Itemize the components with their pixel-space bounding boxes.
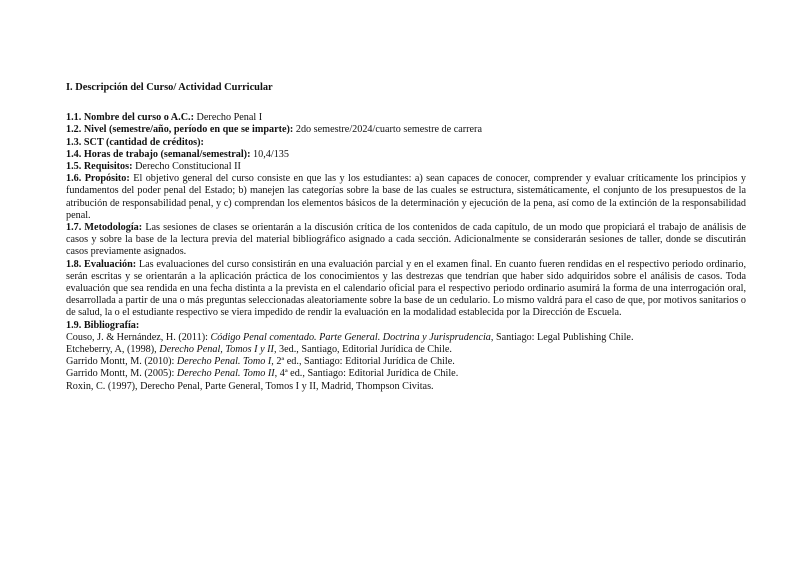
entry-authors: Garrido Montt, M. (2010): [66, 356, 177, 368]
entry-publisher: , 4ª ed., Santiago: Editorial Jurídica de Chile. [274, 368, 459, 380]
field-hours [66, 149, 746, 161]
field-level [66, 124, 746, 136]
field-label: 1.4. Horas de trabajo (semanal/semestral): [66, 148, 251, 160]
entry-publisher: , 3ed., Santiago, Editorial Jurídica de Chile. [273, 344, 452, 356]
entry-authors: Garrido Montt, M. (2005): [66, 368, 177, 380]
purpose-paragraph [66, 173, 746, 222]
entry-publisher: , Santiago: Legal Publishing Chile. [490, 331, 634, 343]
entry-title: Código Penal comentado. Parte General. Doctrina y Jurisprudencia [210, 331, 491, 343]
purpose-label: 1.6. Propósito: [66, 173, 130, 185]
bibliography-entry [66, 381, 746, 393]
field-label: 1.3. SCT (cantidad de créditos): [66, 136, 204, 148]
bibliography-entry [66, 356, 746, 368]
field-value: 10,4/135 [253, 148, 289, 160]
evaluation-paragraph [66, 259, 746, 320]
field-label: 1.2. Nivel (semestre/año, período en que se imparte): [66, 124, 294, 136]
field-value: Derecho Constitucional II [135, 161, 241, 173]
section-heading: I. Descripción del Curso/ Actividad Curricular [66, 82, 273, 93]
methodology-paragraph [66, 222, 746, 259]
document-content [66, 82, 746, 393]
methodology-label: 1.7. Metodología: [66, 222, 143, 234]
methodology-text: Las sesiones de clases se orientarán a la discusión crítica de los contenidos de cada capítulo, de un modo que propiciará el trabajo de análisis de casos y sobre la base de la lectura previa del material bibliográfico asignado a cada sección. Adicionalmente se considerarán sesiones de taller, donde se discutirán casos previamente asignados. [66, 222, 747, 258]
entry-title: Derecho Penal. Tomo I [176, 356, 272, 368]
entry-authors: Couso, J. & Hernández, H. (2011): [66, 331, 211, 343]
field-requirements [66, 161, 746, 173]
field-label: 1.5. Requisitos: [66, 161, 133, 173]
entry-title: Derecho Penal. Tomo II [176, 368, 275, 380]
entry-authors: Roxin, C. (1997), Derecho Penal, Parte General, Tomos I y II, Madrid, Thompson Civitas. [66, 380, 434, 392]
field-value: 2do semestre/2024/cuarto semestre de carrera [295, 124, 482, 136]
bibliography-entry [66, 332, 746, 344]
bibliography-entry [66, 344, 746, 356]
field-course-name [66, 112, 746, 124]
evaluation-label: 1.8. Evaluación: [66, 258, 137, 270]
bibliography-label: 1.9. Bibliografía: [66, 319, 140, 331]
entry-authors: Etcheberry, A, (1998), [66, 344, 160, 356]
field-sct [66, 137, 746, 149]
entry-title: Derecho Penal, Tomos I y II [159, 344, 274, 356]
field-label: 1.1. Nombre del curso o A.C.: [66, 112, 194, 124]
bibliography-entry [66, 368, 746, 380]
field-value: Derecho Penal I [196, 112, 263, 124]
entry-publisher: , 2ª ed., Santiago: Editorial Jurídica de Chile. [271, 356, 455, 368]
evaluation-text: Las evaluaciones del curso consistirán en una evaluación parcial y en el examen final. En cuanto fueren rendidas en el respectivo periodo ordinario, serán escritas y se orientarán a la aplicación práctica de los conocimientos y las destrezas que tendrían que haber sido adquiridos sobre el análisis de casos. Toda evaluación que sea rendida en una fecha distinta a la prevista en el calendario oficial para el respectivo periodo ordinario asumirá la forma de una interrogación oral, desarrollada a partir de una o más preguntas seleccionadas aleatoriamente sobre la base de un cedulario. Lo mismo valdrá para el caso de que, por motivos sanitarios o de salud, la o el estudiante respectivo se viera impedido de rendir la evaluación en la modalidad establecida por la Dirección de Escuela. [66, 258, 747, 319]
purpose-text: El objetivo general del curso consiste en que las y los estudiantes: a) sean capaces de conocer, comprender y evaluar críticamente los principios y fundamentos del poder penal del Estado; b) manejen las categorías sobre la base de las cuales se estructura, sistemáticamente, el conjunto de los presupuestos de la atribución de responsabilidad penal, y c) comprendan los elementos básicos de la determinación y ejecución de la pena, así como de la extinción de la responsabilidad penal. [66, 173, 746, 221]
